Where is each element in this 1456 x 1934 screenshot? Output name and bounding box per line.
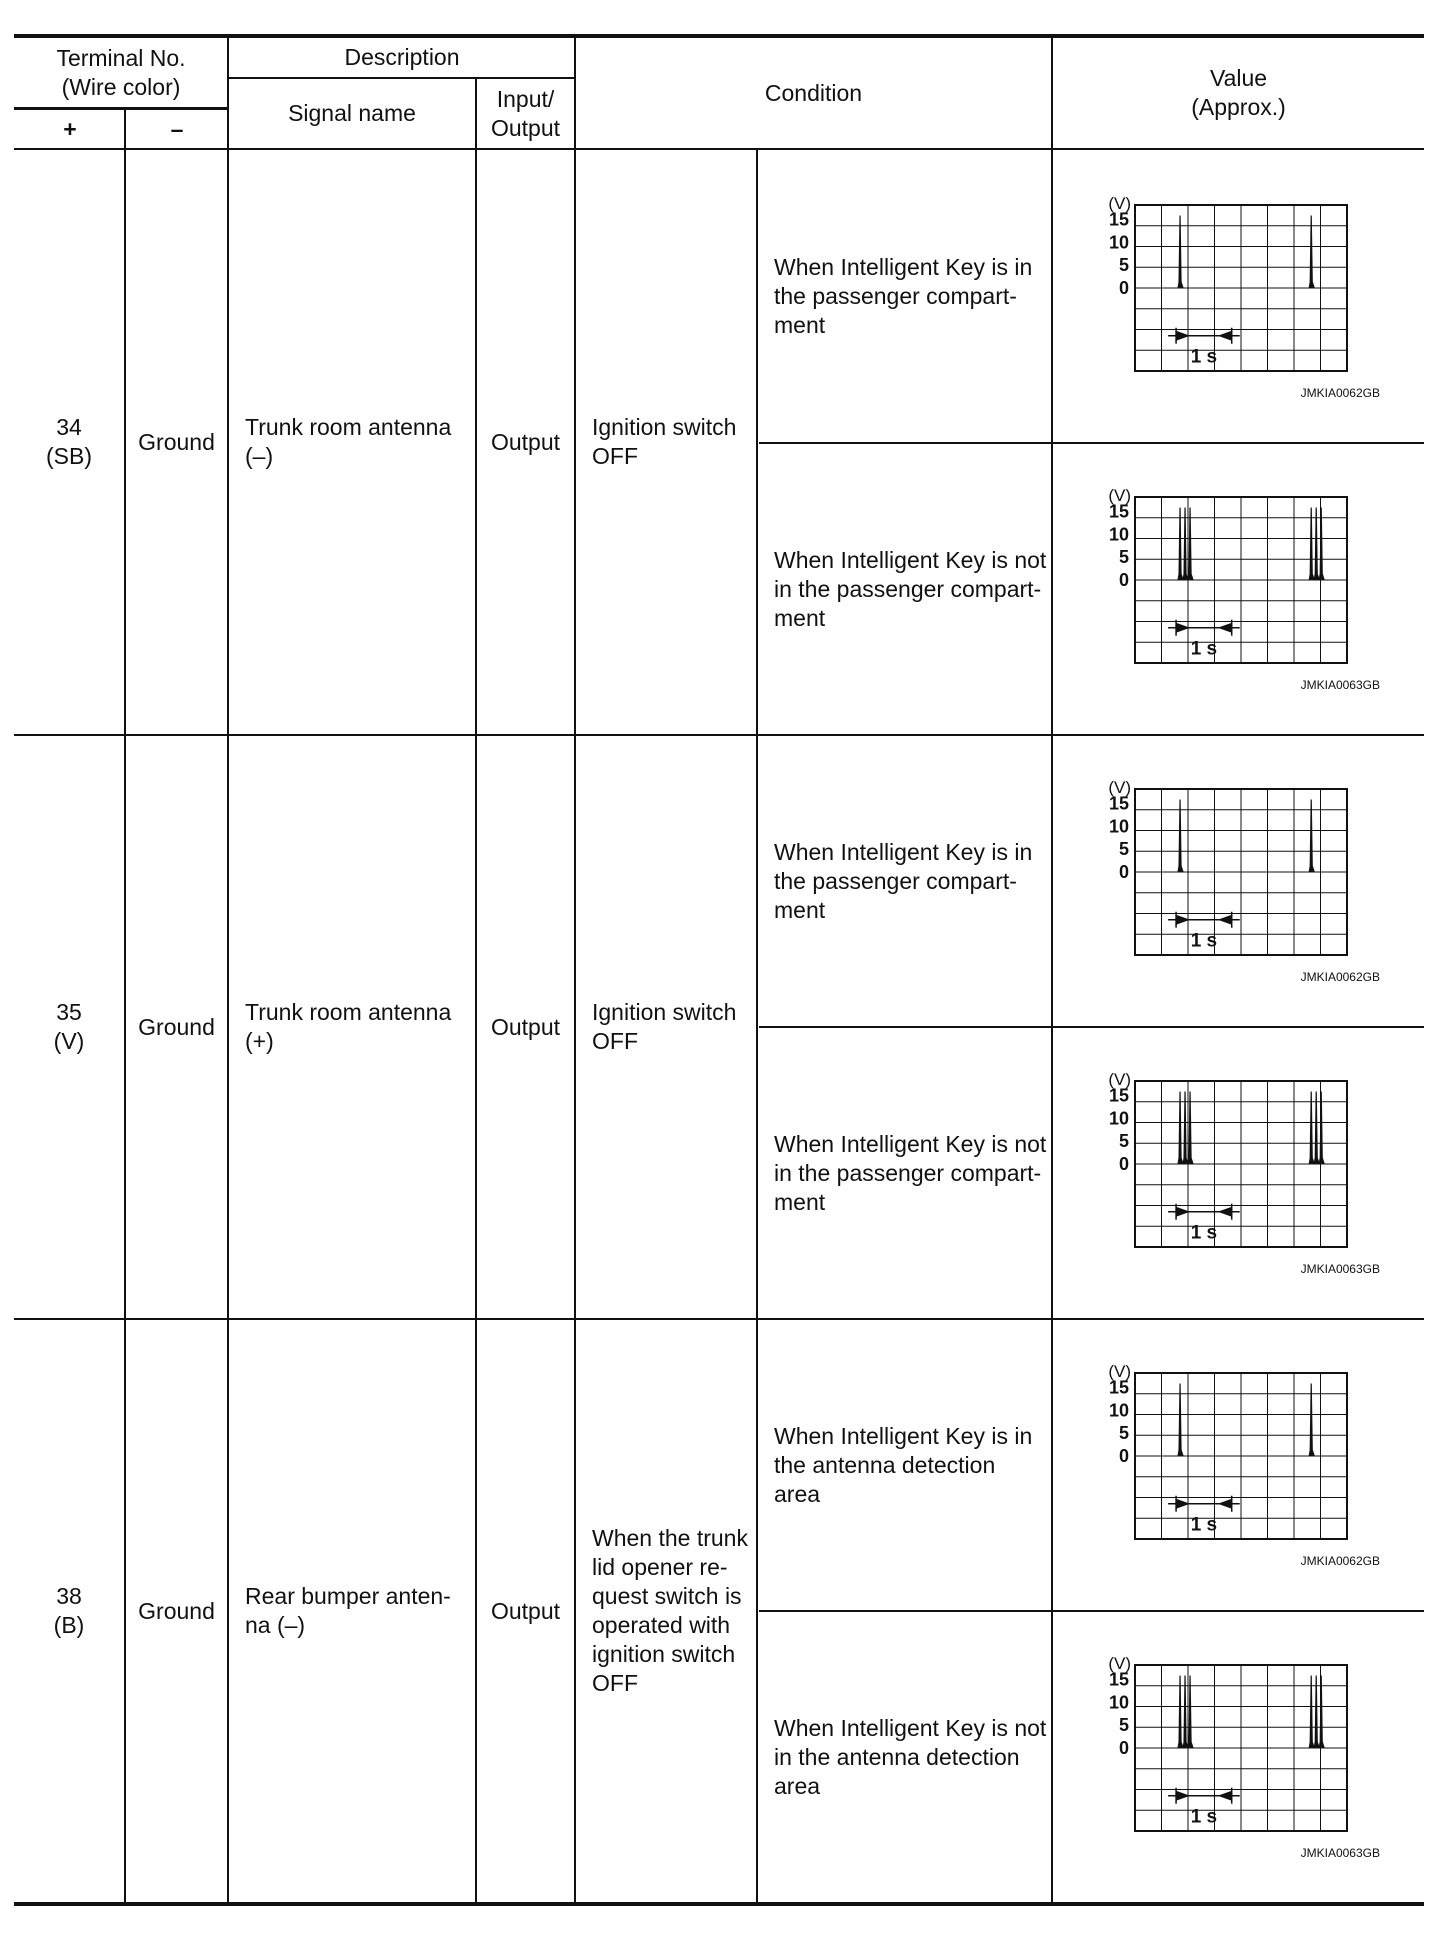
- input-output-text: Output: [490, 1013, 561, 1040]
- condition-text: Ignition switch OFF: [592, 414, 737, 469]
- condition: [576, 736, 756, 1318]
- volt-unit-label: (V): [1108, 1362, 1131, 1381]
- column-divider: [1051, 36, 1053, 1904]
- sub-condition-text: When Intelligent Key is not in the passenger compart- ment: [774, 546, 1047, 631]
- signal-pulse: [1309, 1092, 1314, 1164]
- volt-tick-label: 0: [1118, 862, 1129, 882]
- sub-condition-text: When Intelligent Key is in the antenna detection area: [774, 1422, 1033, 1507]
- signal-pulse: [1178, 508, 1183, 580]
- time-marker-arrow: [1218, 1791, 1232, 1801]
- time-marker-arrow: [1218, 915, 1232, 925]
- header-condition: [576, 38, 1051, 148]
- volt-tick-label: 5: [1118, 255, 1129, 276]
- volt-tick-label: 5: [1118, 1715, 1129, 1736]
- volt-tick-label: 0: [1118, 1154, 1129, 1174]
- volt-tick-label: 0: [1118, 278, 1129, 298]
- signal-pulse: [1309, 1676, 1314, 1748]
- sub-condition: [758, 1028, 1051, 1318]
- signal-name: [229, 736, 475, 1318]
- header-terminal-no-text: Terminal No. (Wire color): [56, 45, 186, 100]
- volt-unit-label: (V): [1108, 486, 1131, 505]
- signal-pulse: [1178, 1676, 1183, 1748]
- volt-tick-label: 5: [1118, 839, 1129, 860]
- signal-pulse: [1309, 800, 1314, 872]
- signal-pulse: [1309, 1384, 1314, 1456]
- volt-tick-label: 10: [1108, 232, 1129, 253]
- header-signal-name-text: Signal name: [288, 100, 416, 126]
- waveform-graph: [1090, 774, 1390, 994]
- volt-tick-label: 15: [1108, 501, 1129, 522]
- input-output: [477, 1320, 574, 1902]
- waveform-graph: [1090, 1358, 1390, 1578]
- volt-tick-label: 0: [1118, 570, 1129, 590]
- terminal-plus: [14, 736, 124, 1318]
- signal-name: [229, 150, 475, 734]
- sub-condition: [758, 736, 1051, 1026]
- sub-condition-text: When Intelligent Key is not in the antenna detection area: [774, 1714, 1047, 1799]
- waveform-graph: [1090, 190, 1390, 410]
- time-scale-label: 1 s: [1190, 346, 1218, 368]
- volt-unit-label: (V): [1108, 1070, 1131, 1089]
- input-output-text: Output: [490, 1597, 561, 1624]
- header-signal-name: [229, 79, 475, 148]
- volt-tick-label: 0: [1118, 1738, 1129, 1758]
- volt-tick-label: 10: [1108, 816, 1129, 837]
- sub-condition: [758, 444, 1051, 734]
- signal-pulse: [1314, 508, 1319, 580]
- sub-condition: [758, 150, 1051, 442]
- signal-pulse: [1178, 216, 1183, 288]
- volt-tick-label: 15: [1108, 1669, 1129, 1690]
- terminal-plus-text: 38 (B): [53, 1583, 85, 1638]
- signal-name-text: Rear bumper anten- na (–): [245, 1583, 451, 1638]
- volt-tick-label: 0: [1118, 1446, 1129, 1466]
- signal-pulse: [1188, 508, 1193, 580]
- header-description-text: Description: [344, 44, 460, 70]
- volt-unit-label: (V): [1108, 194, 1131, 213]
- terminal-minus-text: Ground: [138, 428, 215, 455]
- time-scale-label: 1 s: [1190, 930, 1218, 952]
- sub-condition-text: When Intelligent Key is in the passenger compart- ment: [774, 253, 1033, 338]
- terminal-minus: [126, 1320, 227, 1902]
- signal-pulse: [1319, 1092, 1324, 1164]
- volt-tick-label: 10: [1108, 1108, 1129, 1129]
- signal-name-text: Trunk room antenna (+): [245, 999, 452, 1054]
- condition: [576, 150, 756, 734]
- signal-pulse: [1309, 508, 1314, 580]
- input-output: [477, 150, 574, 734]
- time-marker-arrow: [1218, 1499, 1232, 1509]
- sub-condition: [758, 1320, 1051, 1610]
- table-bottom-rule: [14, 1902, 1424, 1906]
- figure-code-label: JMKIA0062GB: [1300, 970, 1380, 984]
- signal-name: [229, 1320, 475, 1902]
- time-scale-label: 1 s: [1190, 638, 1218, 660]
- time-marker-arrow: [1218, 623, 1232, 633]
- condition-text: Ignition switch OFF: [592, 999, 737, 1054]
- volt-tick-label: 5: [1118, 547, 1129, 568]
- signal-pulse: [1319, 1676, 1324, 1748]
- sub-condition: [758, 1612, 1051, 1902]
- signal-pulse: [1188, 1676, 1193, 1748]
- time-scale-label: 1 s: [1190, 1514, 1218, 1536]
- signal-pulse: [1178, 800, 1183, 872]
- input-output-text: Output: [490, 428, 561, 455]
- terminal-minus: [126, 736, 227, 1318]
- time-scale-label: 1 s: [1190, 1222, 1218, 1244]
- waveform-graph: [1090, 1066, 1390, 1286]
- header-input-output: [477, 79, 574, 148]
- header-condition-text: Condition: [764, 79, 863, 106]
- terminal-plus: [14, 1320, 124, 1902]
- header-plus-text: +: [63, 115, 77, 142]
- input-output: [477, 736, 574, 1318]
- header-terminal-no: [14, 38, 228, 108]
- sub-condition-text: When Intelligent Key is not in the passenger compart- ment: [774, 1130, 1047, 1215]
- header-value-text: Value (Approx.): [1191, 65, 1286, 120]
- signal-pulse: [1314, 1676, 1319, 1748]
- volt-unit-label: (V): [1108, 778, 1131, 797]
- volt-unit-label: (V): [1108, 1654, 1131, 1673]
- waveform-graph: [1090, 1650, 1390, 1870]
- volt-tick-label: 5: [1118, 1423, 1129, 1444]
- figure-code-label: JMKIA0063GB: [1300, 1262, 1380, 1276]
- header-minus-text: –: [170, 115, 184, 142]
- signal-pulse: [1178, 1384, 1183, 1456]
- signal-pulse: [1309, 216, 1314, 288]
- terminal-minus: [126, 150, 227, 734]
- volt-tick-label: 15: [1108, 209, 1129, 230]
- terminal-minus-text: Ground: [138, 1013, 215, 1040]
- condition-text: When the trunk lid opener re- quest switch is operated with ignition switch OFF: [592, 1525, 748, 1696]
- volt-tick-label: 15: [1108, 1085, 1129, 1106]
- terminal-minus-text: Ground: [138, 1597, 215, 1624]
- volt-tick-label: 15: [1108, 793, 1129, 814]
- signal-name-text: Trunk room antenna (–): [245, 414, 452, 469]
- header-plus: [14, 110, 126, 148]
- figure-code-label: JMKIA0062GB: [1300, 386, 1380, 400]
- signal-pulse: [1183, 1676, 1188, 1748]
- header-minus: [126, 110, 228, 148]
- terminal-plus-text: 35 (V): [53, 999, 85, 1054]
- sub-condition-text: When Intelligent Key is in the passenger compart- ment: [774, 838, 1033, 923]
- signal-pulse: [1183, 1092, 1188, 1164]
- figure-code-label: JMKIA0062GB: [1300, 1554, 1380, 1568]
- condition: [576, 1320, 756, 1902]
- signal-pulse: [1178, 1092, 1183, 1164]
- volt-tick-label: 15: [1108, 1377, 1129, 1398]
- figure-code-label: JMKIA0063GB: [1300, 1846, 1380, 1860]
- terminal-plus-text: 34 (SB): [46, 414, 92, 469]
- volt-tick-label: 10: [1108, 1692, 1129, 1713]
- time-marker-arrow: [1218, 331, 1232, 341]
- time-marker-arrow: [1218, 1207, 1232, 1217]
- header-description: [229, 38, 575, 77]
- figure-code-label: JMKIA0063GB: [1300, 678, 1380, 692]
- volt-tick-label: 10: [1108, 524, 1129, 545]
- volt-tick-label: 10: [1108, 1400, 1129, 1421]
- waveform-graph: [1090, 482, 1390, 702]
- terminal-plus: [14, 150, 124, 734]
- signal-pulse: [1314, 1092, 1319, 1164]
- signal-pulse: [1188, 1092, 1193, 1164]
- header-value: [1053, 38, 1424, 148]
- volt-tick-label: 5: [1118, 1131, 1129, 1152]
- signal-pulse: [1319, 508, 1324, 580]
- time-scale-label: 1 s: [1190, 1806, 1218, 1828]
- signal-pulse: [1183, 508, 1188, 580]
- header-input-output-text: Input/ Output: [490, 85, 561, 141]
